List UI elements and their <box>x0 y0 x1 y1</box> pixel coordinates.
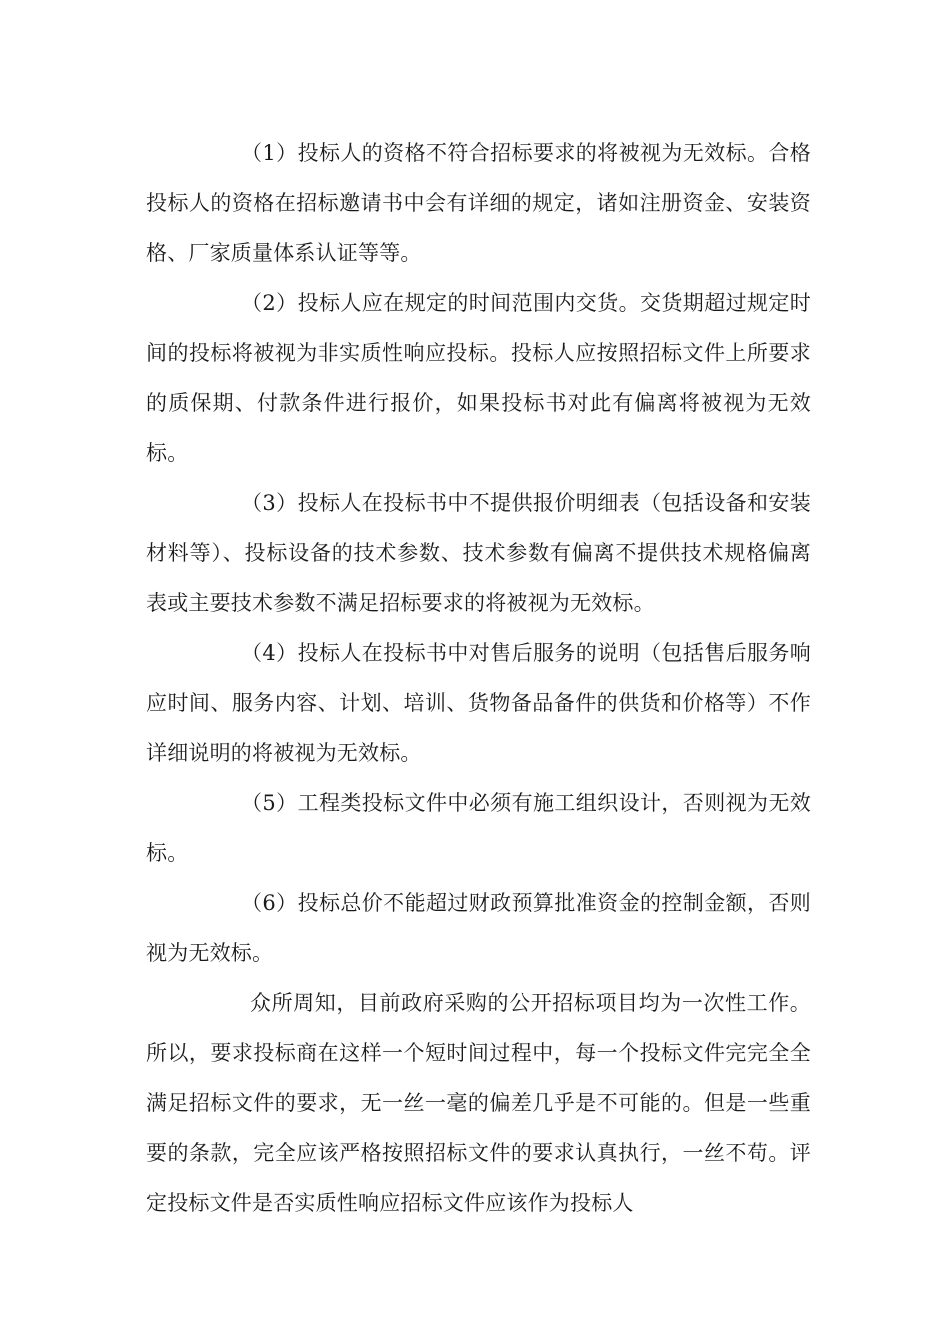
paragraph-2: （2）投标人应在规定的时间范围内交货。交货期超过规定时间的投标将被视为非实质性响应投标。投标人应按照招标文件上所要求的质保期、付款条件进行报价，如果投标书对此有偏离将被视为无效标。 <box>146 291 811 465</box>
paragraph-4: （4）投标人在投标书中对售后服务的说明（包括售后服务响应时间、服务内容、计划、培训、货物备品备件的供货和价格等）不作详细说明的将被视为无效标。 <box>146 641 811 765</box>
paragraph-7: 众所周知，目前政府采购的公开招标项目均为一次性工作。所以，要求投标商在这样一个短时间过程中，每一个投标文件完完全全满足招标文件的要求，无一丝一毫的偏差几乎是不可能的。但是一些重要的条款，完全应该严格按照招标文件的要求认真执行，一丝不苟。评定投标文件是否实质性响应招标文件应该作为投标人 <box>146 991 811 1215</box>
paragraph-1: （1）投标人的资格不符合招标要求的将被视为无效标。合格投标人的资格在招标邀请书中会有详细的规定，诸如注册资金、安装资格、厂家质量体系认证等等。 <box>146 141 811 265</box>
paragraph-5: （5）工程类投标文件中必须有施工组织设计，否则视为无效标。 <box>146 791 811 865</box>
document-body <box>146 128 811 1228</box>
paragraph-6: （6）投标总价不能超过财政预算批准资金的控制金额，否则视为无效标。 <box>146 891 811 965</box>
paragraph-3: （3）投标人在投标书中不提供报价明细表（包括设备和安装材料等）、投标设备的技术参数、技术参数有偏离不提供技术规格偏离表或主要技术参数不满足招标要求的将被视为无效标。 <box>146 491 811 615</box>
